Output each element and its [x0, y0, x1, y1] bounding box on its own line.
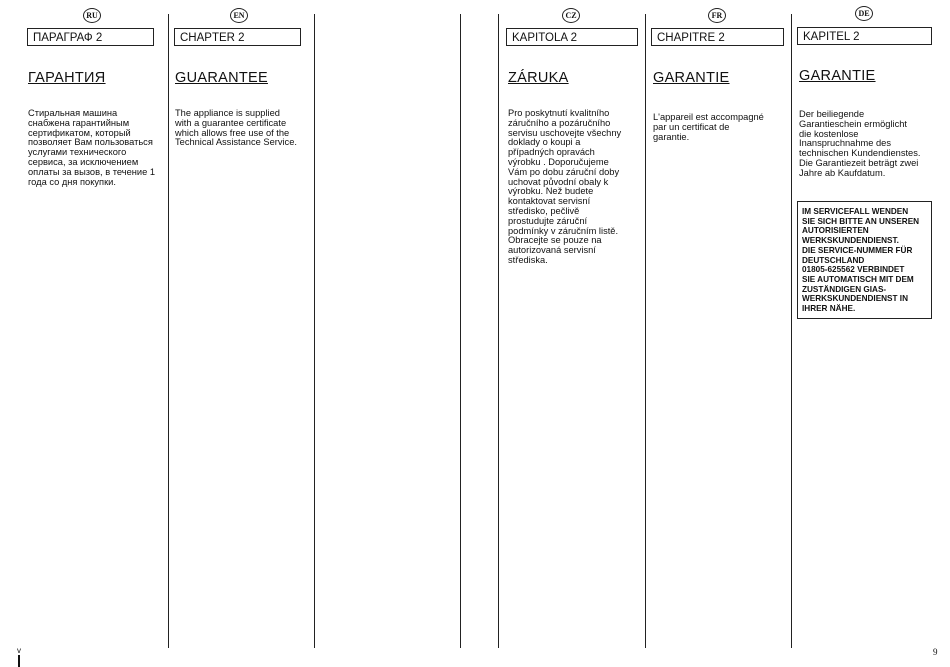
notice-line: ZUSTÄNDIGEN GIAS-	[802, 284, 887, 294]
column-divider	[314, 14, 315, 648]
chapter-label-fr: CHAPITRE 2	[651, 28, 784, 46]
text-line: Стиральная машина	[28, 108, 118, 118]
corner-mark: v	[17, 646, 21, 655]
text-line: Pro poskytnutí kvalitního	[508, 108, 610, 118]
text-line: снабжена гарантийным	[28, 117, 130, 128]
notice-line: AUTORISIERTEN	[802, 226, 869, 236]
text-line: výrobku . Doporučujeme	[508, 156, 609, 167]
text-line: Technical Assistance Service.	[175, 137, 297, 148]
section-heading-ru: ГАРАНТИЯ	[28, 70, 106, 86]
language-badge-cz: CZ	[562, 8, 580, 23]
text-line: with a guarantee certificate	[175, 117, 287, 128]
text-line: kontaktovat servisní	[508, 196, 591, 207]
text-line: Der beiliegende	[799, 109, 865, 119]
section-heading-de: GARANTIE	[799, 68, 876, 84]
language-badge-de: DE	[855, 6, 873, 21]
text-line: года со дня покупки.	[28, 176, 116, 187]
text-line: středisko, pečlivě	[508, 205, 580, 216]
page-gutter-left	[460, 14, 461, 648]
text-line: die kostenlose	[799, 128, 859, 139]
column-divider	[645, 14, 646, 648]
notice-line: SIE SICH BITTE AN UNSEREN	[802, 216, 920, 226]
chapter-label-de: KAPITEL 2	[797, 27, 932, 45]
text-line: услугами технического	[28, 147, 127, 158]
text-line: uchovat původní obaly k	[508, 176, 609, 187]
text-line: сервиса, за исключением	[28, 156, 139, 167]
body-text-fr	[653, 113, 787, 142]
notice-line: 01805-625562 VERBINDET	[802, 265, 905, 275]
text-line: Vám po dobu záruční doby	[508, 166, 620, 177]
text-line: servisu uschovejte všechny	[508, 127, 622, 138]
text-line: par un certificat de	[653, 121, 730, 132]
text-line: позволяет Вам пользоваться	[28, 137, 153, 148]
language-badge-fr: FR	[708, 8, 726, 23]
notice-line: WERKSKUNDENDIENST.	[802, 236, 899, 246]
notice-line: IM SERVICEFALL WENDEN	[802, 207, 909, 216]
notice-line: WERKSKUNDENDIENST IN	[802, 294, 908, 304]
text-line: L'appareil est accompagné	[653, 112, 764, 122]
column-divider	[168, 14, 169, 648]
page-gutter-right	[498, 14, 499, 648]
language-badge-ru: RU	[83, 8, 101, 23]
text-line: střediska.	[508, 254, 548, 265]
body-text-en	[175, 109, 311, 148]
text-line: podmínky v záručním listě.	[508, 225, 619, 236]
section-heading-en: GUARANTEE	[175, 70, 268, 86]
body-text-ru	[28, 109, 164, 187]
text-line: Obracejte se pouze na	[508, 235, 602, 246]
text-line: záručního a pozáručního	[508, 117, 611, 128]
text-line: prostudujte záruční	[508, 215, 588, 226]
text-line: Garantieschein ermöglicht	[799, 118, 907, 129]
crop-mark	[18, 655, 20, 667]
text-line: сертификатом, который	[28, 127, 131, 138]
text-line: garantie.	[653, 131, 690, 142]
text-line: doklady o koupi a	[508, 137, 581, 148]
text-line: Die Garantiezeit beträgt zwei	[799, 157, 919, 168]
notice-line: SIE AUTOMATISCH MIT DEM	[802, 274, 914, 284]
chapter-label-ru: ПАРАГРАФ 2	[27, 28, 154, 46]
service-notice-box	[797, 201, 932, 319]
chapter-label-cz: KAPITOLA 2	[506, 28, 638, 46]
text-line: autorizovaná servisní	[508, 245, 596, 256]
chapter-label-en: CHAPTER 2	[174, 28, 301, 46]
notice-line: DIE SERVICE-NUMMER FÜR	[802, 245, 913, 255]
text-line: technischen Kundendienstes.	[799, 148, 921, 159]
language-badge-en: EN	[230, 8, 248, 23]
text-line: výrobku. Než budete	[508, 186, 594, 197]
body-text-cz	[508, 109, 642, 266]
column-divider	[791, 14, 792, 648]
section-heading-fr: GARANTIE	[653, 70, 730, 86]
text-line: which allows free use of the	[175, 127, 290, 138]
text-line: Jahre ab Kaufdatum.	[799, 167, 886, 178]
notice-line: DEUTSCHLAND	[802, 255, 865, 265]
text-line: Inanspruchnahme des	[799, 138, 891, 149]
section-heading-cz: ZÁRUKA	[508, 70, 569, 86]
text-line: оплаты за вызов, в течение 1	[28, 166, 155, 177]
text-line: The appliance is supplied	[175, 108, 280, 118]
body-text-de	[799, 110, 939, 179]
text-line: případných opravách	[508, 147, 595, 158]
page-number: 9	[933, 647, 938, 657]
notice-line: IHRER NÄHE.	[802, 304, 856, 314]
